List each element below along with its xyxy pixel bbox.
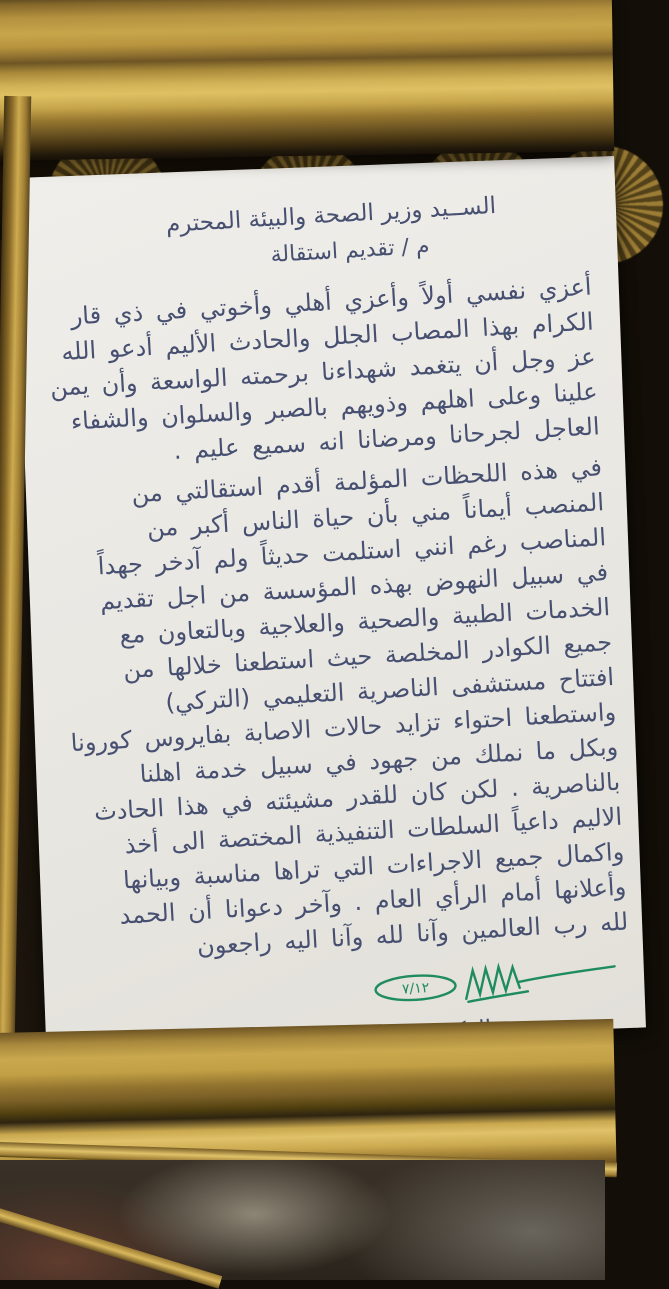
letter-recipient-line: الســيد وزير الصحة والبيئة المحترم bbox=[165, 192, 497, 238]
frame-top-molding bbox=[0, 0, 614, 161]
letter-subject-line: م / تقديم استقالة bbox=[269, 233, 431, 268]
frame-left-molding bbox=[0, 96, 31, 1156]
letter-paragraph-condolence: أعزي نفسي أولاً وأعزي أهلي وأخوتي في ذي قار الكرام بهذا المصاب الجلل والحادث الأليم أدعو الله عز وجل أن يتغمد شهداءنا برحمته الواسعة وأن يمن علينا وعلى اهلهم وذويهم بالصبر والسلوان والشفاء العاجل لجرحانا ومرضانا انه سميع عليم . bbox=[49, 272, 601, 465]
signature-date-annotation: ٧/١٢ bbox=[401, 980, 430, 998]
letter-content bbox=[15, 156, 669, 1138]
letter-paragraph-resignation: في هذه اللحظات المؤلمة أقدم استقالتي من المنصب أيماناً مني بأن حياة الناس أكبر من المناصب رغم انني استلمت حديثاً ولم آدخر جهداً في سبيل النهوض بهذه المؤسسة من اجل تقديم الخدمات الطبية والصحية والعلاجية وبالتعاون مع جميع الكوادر المخلصة حيث استطعنا خلالها من افتتاح مستشفى الناصرية التعليمي (التركي) واستطعنا احتواء تزايد حالات الاصابة بفايروس كورونا وبكل ما نملك من جهود في سبيل خدمة اهلنا بالناصرية . لكن كان للقدر مشيئته في هذا الحادث الاليم داعياً السلطات التنفيذية المختصة الى أخذ واكمال جميع الاجراءات التي تراها مناسبة وبيانها وأعلانها أمام الرأي العام . وآخر دعوانا أن الحمد لله رب العالمين وآنا لله وآنا اليه راجعون bbox=[69, 453, 629, 961]
letter-paper bbox=[14, 156, 646, 1049]
green-signature-scribble bbox=[368, 946, 621, 1018]
floor-reflection-area bbox=[0, 1160, 605, 1280]
